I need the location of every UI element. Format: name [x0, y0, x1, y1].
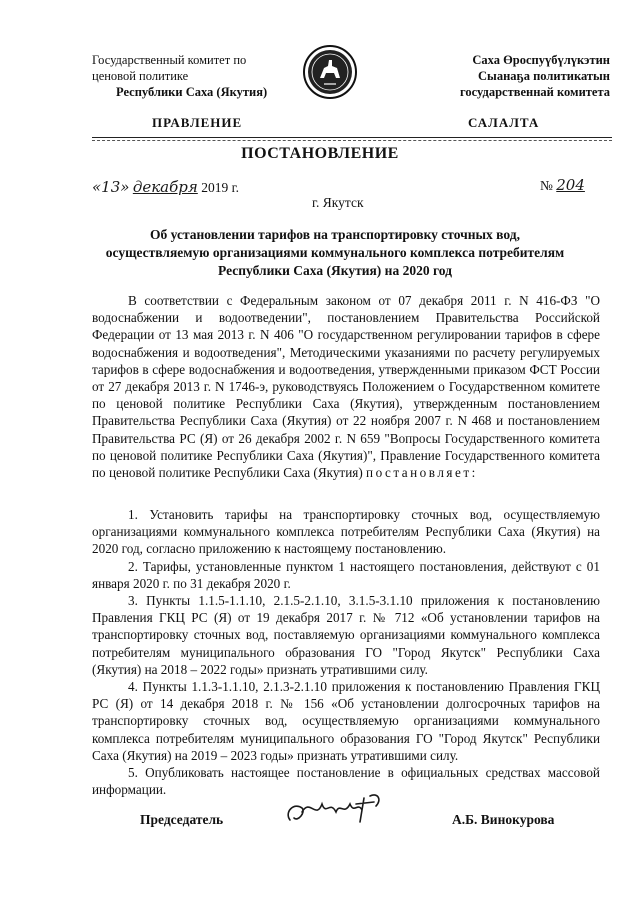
date-year: 2019 г. [201, 180, 239, 195]
item-5: 5. Опубликовать настоящее постановление в официальных средствах массовой информации. [92, 765, 600, 798]
item-4: 4. Пункты 1.1.3-1.1.10, 2.1.3-2.1.10 приложения к постановлению Правления ГКЦ РС (Я) от 14 декабря 2018 г. № 156 «Об установлении долгосрочных тарифов на транспортировку сточных вод, осуществляемую организациями коммунального комплекса потребителям муниципального образования ГО "Город Якутск" Республики Саха (Якутия) на 2019 – 2023 годы» признать утратившими силу. [92, 679, 600, 763]
handwritten-signature [282, 790, 392, 830]
preamble [92, 292, 600, 481]
department-yakut: САЛАЛТА [468, 115, 540, 130]
header-divider [92, 137, 612, 141]
document-number [540, 176, 585, 194]
number-prefix: № [540, 178, 553, 193]
resolves-text: постановляет: [366, 465, 478, 481]
issuer-line-1: Государственный комитет по [92, 53, 247, 67]
issuer-russian [92, 52, 302, 100]
issuer-yakut-line-2: Сыанаҕа политикатын [478, 69, 610, 83]
issuer-line-2: ценовой политике [92, 69, 189, 83]
document-city: г. Якутск [312, 195, 364, 210]
signatory-name: А.Б. Винокурова [452, 812, 555, 827]
coat-of-arms-icon [302, 44, 358, 100]
date-day: «13» [92, 178, 130, 196]
resolution-items [92, 506, 600, 798]
document-type: ПОСТАНОВЛЕНИЕ [241, 145, 399, 162]
item-3: 3. Пункты 1.1.5-1.1.10, 2.1.5-2.1.10, 3.1.5-3.1.10 приложения к постановлению Правления ГКЦ РС (Я) от 19 декабря 2017 г. № 712 «Об установлении тарифов на транспортировку сточных вод, поставляемую организациями коммунального комплекса потребителям муниципального образования ГО "Город Якутск" Республики Саха (Якутия) на 2018 – 2022 годы» признать утратившими силу. [92, 593, 600, 677]
issuer-yakut-line-3: государственнай комитета [460, 85, 610, 99]
number-value: 204 [556, 176, 585, 194]
department-russian: ПРАВЛЕНИЕ [152, 115, 243, 130]
item-1: 1. Установить тарифы на транспортировку сточных вод, осуществляемую организациями коммунального комплекса потребителям Республики Саха (Якутия) на 2020 год, согласно приложению к настоящему постановлению. [92, 507, 600, 557]
document-subject: Об установлении тарифов на транспортировку сточных вод, осуществляемую организациями коммунального комплекса потребителям Республики Саха (Якутия) на 2020 год [105, 227, 565, 278]
issuer-yakut [410, 52, 610, 100]
date-month: декабря [132, 178, 198, 196]
preamble-text: В соответствии с Федеральным законом от 07 декабря 2011 г. N 416-ФЗ "О водоснабжении и водоотведении", постановлением Правительства Российской Федерации от 13 мая 2013 г. N 406 "О государственном регулировании тарифов в сфере водоснабжения и водоотведения", Методическими указаниями по расчету регулируемых тарифов в сфере водоснабжения и водоотведения, утвержденными приказом ФСТ России от 27 декабря 2013 г. N 1746-э, руководствуясь Положением о Государственном комитете по ценовой политике Республики Саха (Якутия), утвержденным постановлением Правительства Республики Саха (Якутия) от 22 ноября 2007 г. N 468 и постановлением Правительства РС (Я) от 26 декабря 2002 г. N 659 "Вопросы Государственного комитета по ценовой политике Республики Саха (Якутия)", Правление Государственного комитета по ценовой политике Республики Саха (Якутия) [92, 293, 600, 481]
issuer-yakut-line-1: Саха Өроспуүбүлүкэтин [472, 53, 610, 67]
issuer-line-3: Республики Саха (Якутия) [116, 85, 268, 99]
document-date [92, 178, 239, 196]
item-2: 2. Тарифы, установленные пунктом 1 настоящего постановления, действуют с 01 января 2020 г. по 31 декабря 2020 г. [92, 558, 600, 591]
signatory-role: Председатель [140, 812, 224, 827]
